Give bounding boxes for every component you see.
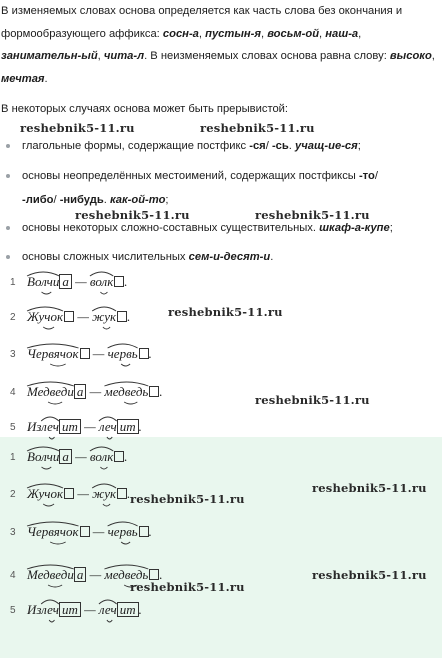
- intro-paragraph: [1, 0, 441, 90]
- suffix-arc: [103, 504, 110, 506]
- root-text: леч: [98, 602, 117, 617]
- intro-line-2: формообразующего аффикса: сосн-а, пустын-я, восьм-ой, наш-а,: [1, 27, 362, 40]
- period-text: .: [148, 524, 152, 539]
- example-number: 4: [10, 570, 16, 581]
- ending-box: а: [59, 449, 72, 464]
- lead-text: В некоторых случаях основа может быть прерывистой:: [1, 103, 289, 115]
- period-text: .: [127, 486, 131, 501]
- root-text: Червячок: [27, 346, 79, 361]
- root-text: жук: [92, 309, 117, 324]
- root-arc: [41, 600, 59, 604]
- example-number: 1: [10, 452, 16, 463]
- prefix-text: Из: [27, 419, 42, 434]
- ending-box: ит: [117, 419, 139, 434]
- morpheme-marks: [27, 270, 227, 298]
- period-text: .: [159, 567, 163, 582]
- root-arc: [41, 417, 59, 421]
- watermark: reshebnik5-11.ru: [75, 208, 190, 222]
- bullet-item-4: основы сложных числительных сем-и-десят-и.: [6, 245, 273, 269]
- root-arc: [27, 565, 74, 569]
- bullet-dot: [6, 174, 10, 178]
- bullet-item-3: основы некоторых сложно-составных существительных. шкаф-а-купе;: [6, 216, 393, 240]
- dash-text: —: [74, 309, 93, 324]
- root-text: медведь: [104, 567, 149, 582]
- ending-box: ит: [117, 602, 139, 617]
- period-text: .: [124, 449, 128, 464]
- root-text: Волчи: [27, 449, 60, 464]
- watermark: reshebnik5-11.ru: [255, 208, 370, 222]
- suffix-arc: [42, 467, 52, 469]
- root-arc: [90, 447, 113, 451]
- dash-text: —: [89, 524, 108, 539]
- root-text: жук: [92, 486, 117, 501]
- suffix-arc: [42, 292, 52, 294]
- root-text: медведь: [104, 384, 149, 399]
- example-number: 3: [10, 349, 16, 360]
- intro-line-3: занимательн-ый, чита-л. В неизменяемых словах основа равна слову: высоко,: [1, 50, 435, 62]
- root-arc: [99, 417, 117, 421]
- root-arc: [104, 382, 148, 386]
- root-arc: [90, 272, 113, 276]
- root-arc: [27, 344, 79, 348]
- suffix-arc: [100, 292, 107, 294]
- example-number: 5: [10, 422, 16, 433]
- dash-text: —: [71, 449, 90, 464]
- root-arc: [108, 522, 138, 526]
- root-arc: [27, 307, 63, 311]
- prefix-text: Из: [27, 602, 42, 617]
- dash-text: —: [74, 486, 93, 501]
- bullet-item-1: глагольные формы, содержащие постфикс -ся/ -сь. учащ-ие-ся;: [6, 134, 361, 158]
- dash-text: —: [71, 274, 90, 289]
- root-arc: [99, 600, 117, 604]
- root-text: Жучок: [27, 486, 64, 501]
- watermark: reshebnik5-11.ru: [130, 580, 245, 594]
- suffix-arc: [48, 402, 62, 404]
- root-arc: [27, 382, 74, 386]
- root-text: Медведи: [27, 384, 74, 399]
- period-text: .: [138, 419, 142, 434]
- bullet-item-2: основы неопределённых местоимений, содержащих постфиксы -то/ -либо/ -нибудь. как-ой-то;: [6, 164, 378, 212]
- bullet-dot: [6, 144, 10, 148]
- root-text: Жучок: [27, 309, 64, 324]
- dash-text: —: [89, 346, 108, 361]
- bullet-dot: [6, 255, 10, 259]
- suffix-arc: [121, 542, 130, 544]
- suffix-arc: [48, 585, 62, 587]
- root-arc: [92, 307, 116, 311]
- intro-line-1: В изменяемых словах основа определяется как часть слова без окончания и: [1, 5, 403, 17]
- root-arc: [27, 484, 63, 488]
- morpheme-marks: [27, 305, 227, 333]
- watermark: reshebnik5-11.ru: [312, 568, 427, 582]
- root-arc: [108, 344, 138, 348]
- root-text: леч: [41, 419, 59, 434]
- ending-box: ит: [59, 419, 81, 434]
- suffix-arc: [49, 437, 54, 439]
- dash-text: —: [80, 419, 99, 434]
- morpheme-marks: [27, 380, 227, 408]
- suffix-arc: [121, 364, 130, 366]
- suffix-arc: [107, 437, 112, 439]
- root-arc: [27, 522, 79, 526]
- dash-text: —: [86, 567, 105, 582]
- morpheme-marks: [27, 520, 227, 548]
- root-text: волк: [89, 449, 114, 464]
- root-text: Медведи: [27, 567, 74, 582]
- suffix-arc: [124, 402, 137, 404]
- example-number: 3: [10, 527, 16, 538]
- suffix-arc: [43, 327, 54, 329]
- root-arc: [92, 484, 116, 488]
- root-text: волк: [89, 274, 114, 289]
- watermark: reshebnik5-11.ru: [255, 393, 370, 407]
- root-arc: [27, 272, 59, 276]
- root-text: Волчи: [27, 274, 60, 289]
- ending-box: а: [59, 274, 72, 289]
- morpheme-marks: [27, 415, 227, 443]
- suffix-arc: [50, 542, 65, 544]
- morpheme-marks: [27, 342, 227, 370]
- intro-line-4: мечтая.: [1, 72, 48, 85]
- suffix-arc: [100, 467, 107, 469]
- watermark: reshebnik5-11.ru: [200, 121, 315, 135]
- example-number: 2: [10, 312, 16, 323]
- ending-box: а: [74, 384, 87, 399]
- period-text: .: [124, 274, 128, 289]
- root-text: леч: [41, 602, 59, 617]
- morpheme-marks: [27, 598, 227, 626]
- suffix-arc: [49, 620, 54, 622]
- example-number: 1: [10, 277, 16, 288]
- example-number: 2: [10, 489, 16, 500]
- watermark: reshebnik5-11.ru: [312, 481, 427, 495]
- root-text: Червячок: [27, 524, 79, 539]
- watermark: reshebnik5-11.ru: [20, 121, 135, 135]
- suffix-arc: [50, 364, 65, 366]
- period-text: .: [148, 346, 152, 361]
- root-text: червь: [107, 524, 138, 539]
- dash-text: —: [86, 384, 105, 399]
- watermark: reshebnik5-11.ru: [130, 492, 245, 506]
- watermark: reshebnik5-11.ru: [168, 305, 283, 319]
- example-number: 4: [10, 387, 16, 398]
- ending-box: а: [74, 567, 87, 582]
- suffix-arc: [107, 620, 112, 622]
- root-text: червь: [107, 346, 138, 361]
- example-number: 5: [10, 605, 16, 616]
- suffix-arc: [43, 504, 54, 506]
- period-text: .: [127, 309, 131, 324]
- period-text: .: [159, 384, 163, 399]
- ending-box: ит: [59, 602, 81, 617]
- root-text: леч: [98, 419, 117, 434]
- root-arc: [104, 565, 148, 569]
- dash-text: —: [80, 602, 99, 617]
- morpheme-marks: [27, 445, 227, 473]
- root-arc: [27, 447, 59, 451]
- suffix-arc: [103, 327, 110, 329]
- period-text: .: [138, 602, 142, 617]
- bullet-dot: [6, 226, 10, 230]
